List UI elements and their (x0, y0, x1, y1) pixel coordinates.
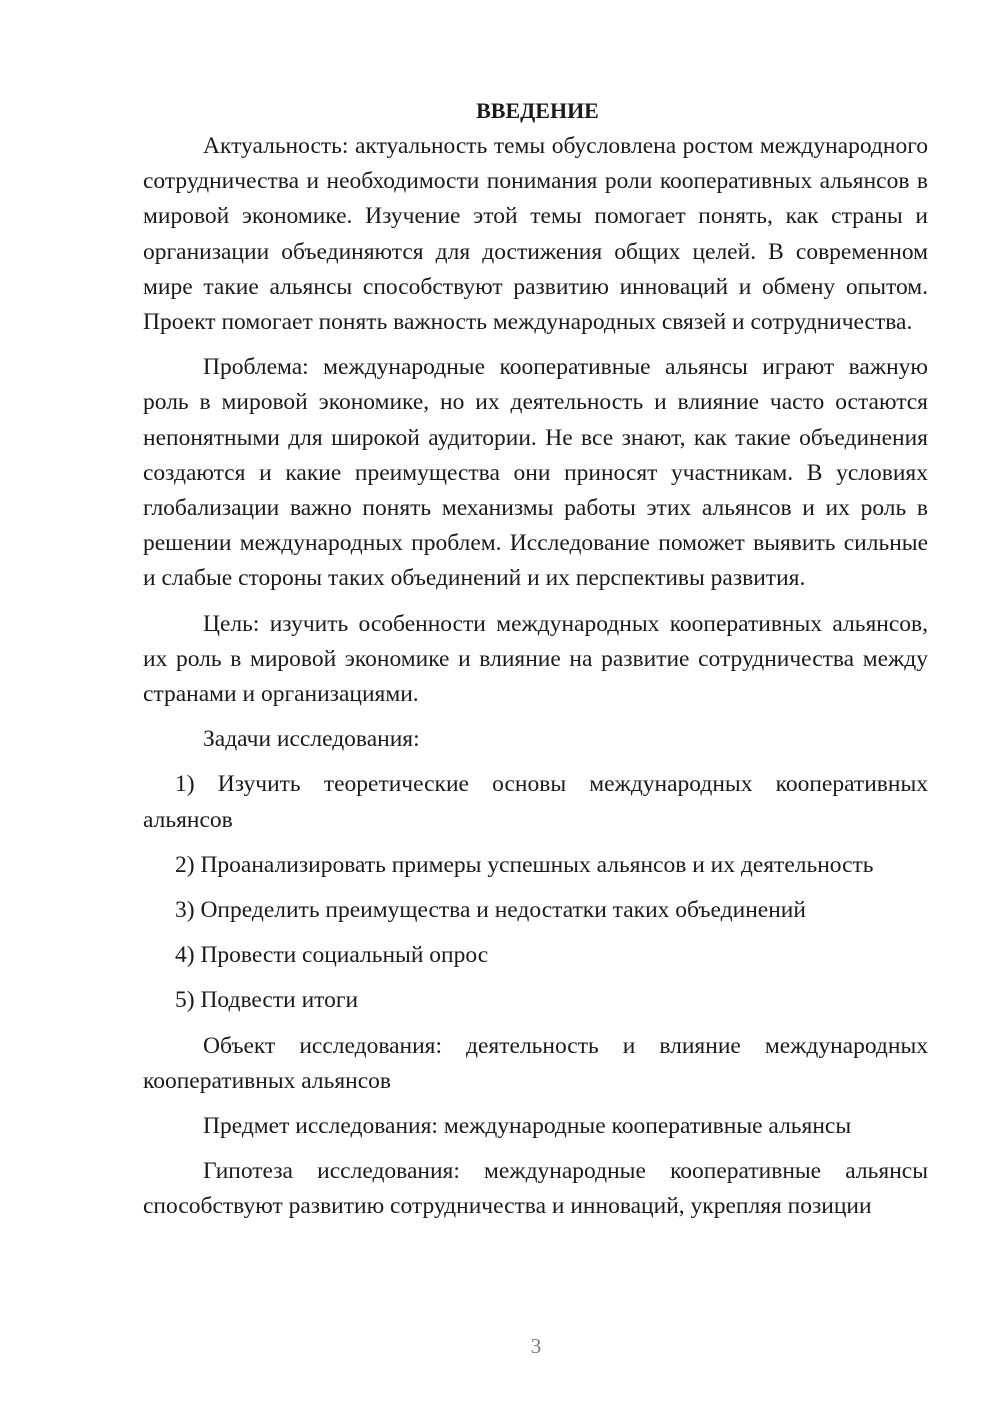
paragraph-relevance: Актуальность: актуальность темы обусловлена ростом международного сотрудничества и необходимости понимания роли кооперативных альянсов в мировой экономике. Изучение этой темы помогает понять, как страны и организации объединяются для достижения общих целей. В современном мире такие альянсы способствуют развитию инноваций и обмену опытом. Проект помогает понять важность международных связей и сотрудничества. (143, 133, 928, 336)
paragraph-goal: Цель: изучить особенности международных кооперативных альянсов, их роль в мировой экономике и влияние на развитие сотрудничества между странами и организациями. (143, 610, 928, 708)
task-item: 4) Провести социальный опрос (175, 942, 489, 969)
task-item: 3) Определить преимущества и недостатки таких объединений (175, 897, 806, 924)
paragraph-hypothesis: Гипотеза исследования: международные кооперативные альянсы способствуют развитию сотрудничества и инноваций, укрепляя позиции (143, 1158, 928, 1220)
paragraph-problem: Проблема: международные кооперативные альянсы играют важную роль в мировой экономике, но их деятельность и влияние часто остаются непонятными для широкой аудитории. Не все знают, как такие объединения создаются и какие преимущества они приносят участникам. В условиях глобализации важно понять механизмы работы этих альянсов и их роль в решении международных проблем. Исследование поможет выявить сильные и слабые стороны таких объединений и их перспективы развития. (143, 354, 928, 592)
paragraph-subject: Предмет исследования: международные кооперативные альянсы (203, 1113, 852, 1140)
paragraph-object: Объект исследования: деятельность и влияние международных кооперативных альянсов (143, 1032, 928, 1094)
page-content (143, 93, 928, 1225)
tasks-heading: Задачи исследования: (203, 726, 420, 753)
page-number: 3 (530, 1334, 542, 1358)
section-title: ВВЕДЕНИЕ (476, 98, 599, 123)
task-item: 2) Проанализировать примеры успешных альянсов и их деятельность (175, 851, 874, 878)
task-item: 1) Изучить теоретические основы международных кооперативных альянсов (143, 771, 928, 833)
task-item: 5) Подвести итоги (175, 987, 359, 1014)
